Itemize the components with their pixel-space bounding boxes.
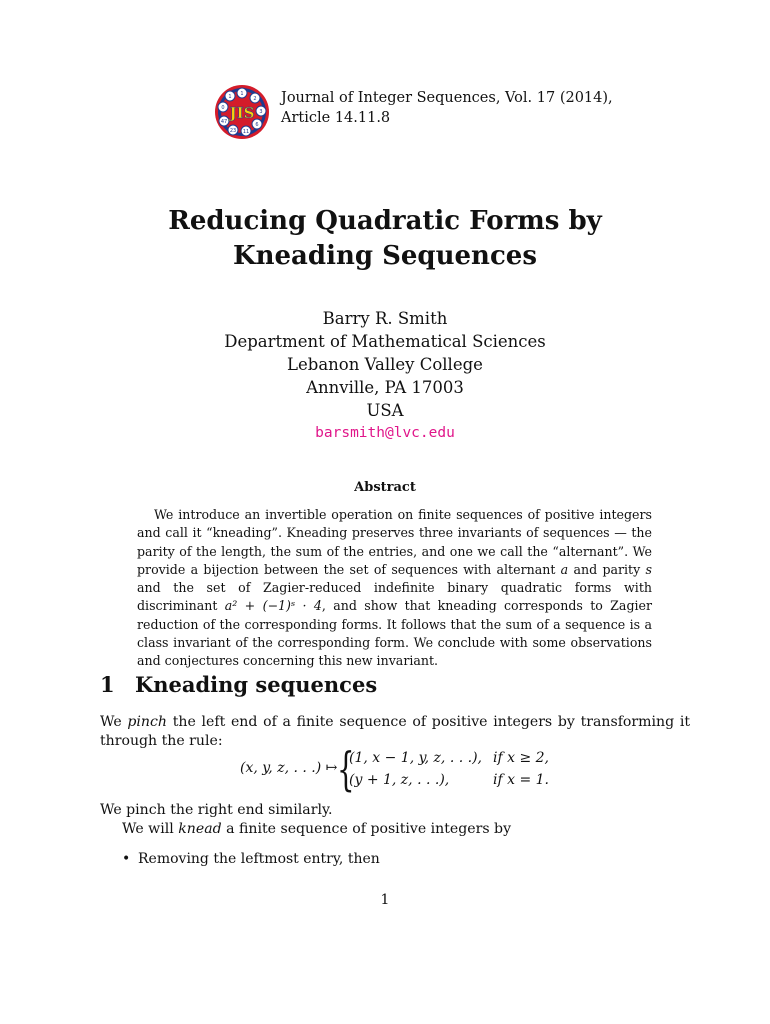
logo-letters: JIS — [229, 104, 255, 122]
paper-title — [0, 204, 770, 274]
abstract-var-s: s — [645, 561, 652, 577]
section-title: Kneading sequences — [135, 672, 378, 697]
case-2-cond: if x = 1. — [493, 772, 549, 788]
paragraph-text: We — [100, 714, 128, 730]
author-department: Department of Mathematical Sciences — [224, 332, 546, 351]
journal-logo-icon — [214, 84, 270, 140]
emphasis-knead: knead — [178, 821, 222, 837]
logo-number: 1 — [240, 91, 244, 97]
logo-number: 47 — [220, 119, 228, 125]
author-email-link[interactable]: barsmith@lvc.edu — [315, 425, 455, 441]
case-1-expression — [349, 750, 482, 766]
abstract-formula: a² + (−1)ˢ · 4 — [224, 598, 322, 614]
paragraph-text: a finite sequence of positive integers by — [221, 821, 512, 837]
case-1-expr: (1, x − 1, y, z, . . .), — [349, 750, 482, 766]
paragraph-text: the left end of a finite sequence of positive integers by transforming it through the rule: — [100, 714, 690, 749]
journal-citation — [281, 88, 613, 128]
abstract-text: and the set of Zagier-reduced indefinite binary quadratic forms with discriminant — [137, 580, 652, 614]
journal-line-2: Article 14.11.8 — [281, 110, 391, 126]
section-number: 1 — [100, 672, 115, 697]
logo-number: 6 — [255, 122, 259, 128]
equation-lhs: (x, y, z, . . .) ↦ — [240, 760, 338, 776]
abstract-heading: Abstract — [354, 480, 416, 495]
abstract-text: , and show that kneading corresponds to Zagier reduction of the corresponding forms. It follows that the sum of a sequence is a class invariant of the corresponding form. We conclude with some observations and conjectures concerning this new invariant. — [137, 598, 653, 669]
title-line-2: Kneading Sequences — [233, 241, 537, 271]
logo-number: 1 — [228, 94, 232, 100]
equation-brace: { — [337, 742, 355, 796]
section-heading — [100, 672, 377, 697]
author-institution: Lebanon Valley College — [287, 355, 483, 374]
case-2-expression — [349, 772, 449, 788]
case-2-expr: (y + 1, z, . . .), — [349, 772, 450, 788]
logo-number: 3 — [259, 109, 263, 115]
journal-line-1: Journal of Integer Sequences, Vol. 17 (2014), — [281, 90, 613, 106]
logo-number: 2 — [253, 96, 257, 102]
author-city: Annville, PA 17003 — [306, 378, 464, 397]
title-line-1: Reducing Quadratic Forms by — [168, 206, 602, 236]
abstract-var-a: a — [560, 561, 569, 577]
list-item — [122, 851, 380, 867]
abstract-text: We introduce an invertible operation on finite sequences of positive integers and call it “kneading”. Kneading preserves three invariants of sequences — the parity of the length, the sum of the entries, and one we call the “alternant”. We provide a bijection between the set of sequences with alternant — [137, 507, 652, 577]
list-item-text: Removing the leftmost entry, then — [138, 851, 380, 867]
abstract-body — [137, 506, 652, 671]
paragraph-text: We will — [122, 821, 179, 837]
author-name: Barry R. Smith — [322, 309, 448, 328]
author-block — [0, 307, 770, 445]
bullet-icon: • — [122, 851, 131, 867]
paragraph-pinch — [100, 713, 690, 751]
case-1-condition — [493, 750, 549, 766]
case-2-condition — [493, 772, 549, 788]
case-1-cond: if x ≥ 2, — [493, 750, 549, 766]
logo-number: 11 — [242, 129, 250, 135]
paragraph-knead — [122, 820, 692, 839]
paragraph-right-end: We pinch the right end similarly. — [100, 802, 333, 818]
logo-number: 0 — [221, 105, 225, 111]
abstract-text: and parity — [568, 561, 646, 577]
author-country: USA — [366, 401, 404, 420]
emphasis-pinch: pinch — [127, 714, 167, 730]
page-number: 1 — [380, 892, 390, 908]
logo-number: 23 — [229, 128, 237, 134]
